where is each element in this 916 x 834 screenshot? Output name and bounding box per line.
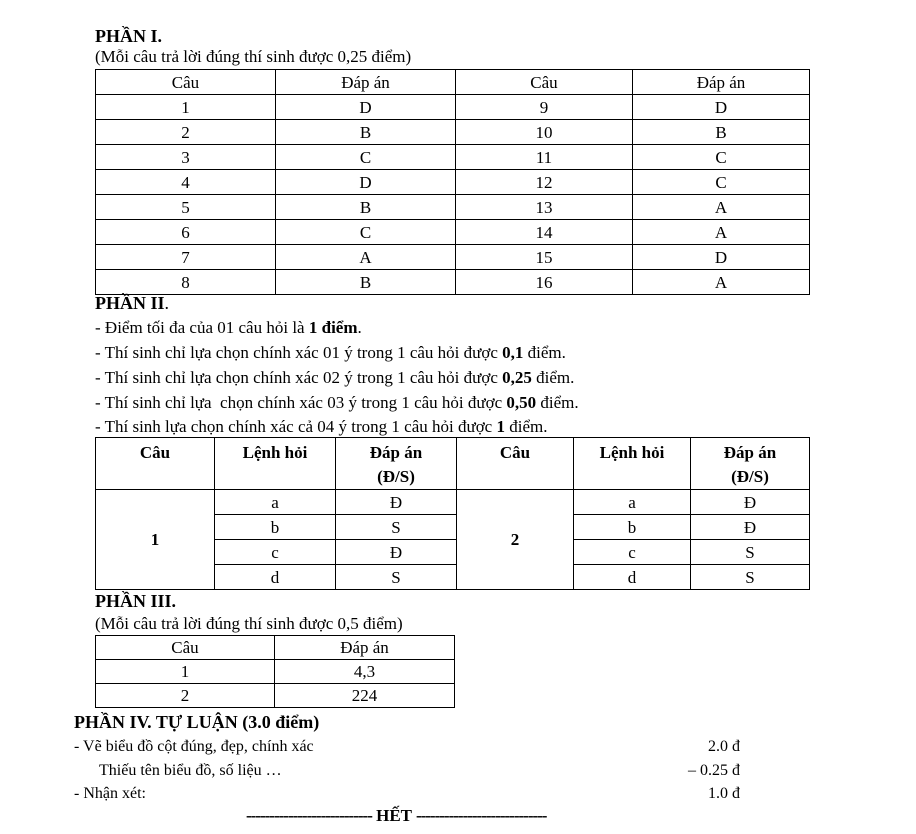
table-cell: 4 xyxy=(96,170,276,195)
table-cell: S xyxy=(336,565,457,590)
table-cell: 8 xyxy=(96,270,276,295)
table-row xyxy=(96,684,455,708)
table-cell: A xyxy=(633,270,810,295)
table-cell: C xyxy=(276,220,456,245)
rule-text: điểm. xyxy=(504,417,548,436)
rule-text: - Thí sinh lựa chọn chính xác cả 04 ý trong 1 câu hỏi được xyxy=(95,417,497,436)
part1-title: PHẦN I. xyxy=(95,26,162,46)
table-cell: D xyxy=(276,170,456,195)
header-dap-an-line2: (Đ/S) xyxy=(377,467,415,486)
header-cau: Câu xyxy=(96,70,276,95)
table-cell: d xyxy=(215,565,336,590)
rule-text: - Thí sinh chỉ lựa chọn chính xác 03 ý trong 1 câu hỏi được xyxy=(95,393,507,412)
part3-answer-table xyxy=(95,635,455,708)
table-cell: 9 xyxy=(456,95,633,120)
table-header-row xyxy=(96,438,810,490)
part4-line-score: 1.0 đ xyxy=(708,785,740,802)
table-row xyxy=(96,245,810,270)
table-cell: B xyxy=(276,270,456,295)
table-row xyxy=(96,95,810,120)
table-cell: Đ xyxy=(336,490,457,515)
header-cau: Câu xyxy=(456,70,633,95)
rule-text: điểm. xyxy=(523,343,566,362)
question-number: 1 xyxy=(96,490,215,590)
table-cell: c xyxy=(215,540,336,565)
table-row xyxy=(96,120,810,145)
table-cell: 12 xyxy=(456,170,633,195)
table-header-row xyxy=(96,70,810,95)
header-dap-an-line1: Đáp án xyxy=(723,443,777,462)
part2-answer-table xyxy=(95,437,810,590)
table-cell: d xyxy=(574,565,691,590)
table-cell: b xyxy=(215,515,336,540)
table-row xyxy=(96,270,810,295)
table-cell: D xyxy=(633,245,810,270)
rule-text: - Điểm tối đa của 01 câu hỏi là xyxy=(95,318,309,337)
rule-text: . xyxy=(357,318,362,337)
table-row xyxy=(96,170,810,195)
rule-points: 0,50 xyxy=(506,393,537,412)
table-cell: C xyxy=(633,145,810,170)
part2-title xyxy=(95,293,169,314)
table-cell: C xyxy=(276,145,456,170)
part2-rule xyxy=(95,343,566,363)
table-header-row xyxy=(96,636,455,660)
rule-text: - Thí sinh chỉ lựa chọn chính xác 01 ý trong 1 câu hỏi được xyxy=(95,343,503,362)
table-cell: 7 xyxy=(96,245,276,270)
part4-line-score: – 0.25 đ xyxy=(688,762,740,779)
table-row xyxy=(96,145,810,170)
part2-rule xyxy=(95,368,574,388)
header-dap-an xyxy=(336,438,457,490)
table-row xyxy=(96,195,810,220)
part4-line-text: - Nhận xét: xyxy=(74,785,146,802)
table-cell: D xyxy=(633,95,810,120)
part4-title-end: ) xyxy=(313,712,320,732)
table-cell: 13 xyxy=(456,195,633,220)
table-cell: A xyxy=(633,220,810,245)
header-dap-an: Đáp án xyxy=(276,70,456,95)
header-cau: Câu xyxy=(96,438,215,490)
part4-title xyxy=(74,712,319,733)
table-cell: B xyxy=(276,195,456,220)
part4-line-text: - Vẽ biểu đồ cột đúng, đẹp, chính xác xyxy=(74,738,314,755)
table-cell: 16 xyxy=(456,270,633,295)
table-row xyxy=(96,660,455,684)
part3-title: PHẦN III. xyxy=(95,591,177,611)
table-cell: 2 xyxy=(96,684,275,708)
table-cell: 3 xyxy=(96,145,276,170)
rule-text: điểm. xyxy=(536,393,579,412)
table-cell: S xyxy=(691,565,810,590)
rule-text: - Thí sinh chỉ lựa chọn chính xác 02 ý trong 1 câu hỏi được xyxy=(95,368,503,387)
table-cell: 1 xyxy=(96,660,275,684)
rule-points: 1 điểm xyxy=(308,318,358,337)
table-cell: 10 xyxy=(456,120,633,145)
table-cell: a xyxy=(574,490,691,515)
part3-note: (Mỗi câu trả lời đúng thí sinh được 0,5 điểm) xyxy=(95,614,403,633)
table-cell: B xyxy=(633,120,810,145)
part2-rule xyxy=(95,318,362,338)
question-number: 2 xyxy=(457,490,574,590)
table-cell: 2 xyxy=(96,120,276,145)
table-cell: Đ xyxy=(691,515,810,540)
table-cell: A xyxy=(633,195,810,220)
part2-title-text: PHẦN II xyxy=(95,293,165,313)
table-cell: D xyxy=(276,95,456,120)
header-lenh-hoi: Lệnh hỏi xyxy=(215,438,336,490)
table-row xyxy=(96,490,810,515)
part2-title-dot: . xyxy=(164,293,170,313)
part4-line-text: Thiếu tên biểu đồ, số liệu … xyxy=(99,762,282,779)
table-cell: A xyxy=(276,245,456,270)
header-dap-an xyxy=(691,438,810,490)
table-cell: 15 xyxy=(456,245,633,270)
table-cell: S xyxy=(336,515,457,540)
table-cell: c xyxy=(574,540,691,565)
part4-line-score: 2.0 đ xyxy=(708,738,740,755)
header-dap-an: Đáp án xyxy=(633,70,810,95)
part1-note: (Mỗi câu trả lời đúng thí sinh được 0,25 điểm) xyxy=(95,47,412,66)
table-cell: b xyxy=(574,515,691,540)
table-cell: 6 xyxy=(96,220,276,245)
table-cell: a xyxy=(215,490,336,515)
end-dashes-right: ---------------------------- xyxy=(415,806,547,825)
end-marker xyxy=(246,806,546,826)
table-cell: C xyxy=(633,170,810,195)
rule-points: 0,25 xyxy=(502,368,532,387)
header-dap-an: Đáp án xyxy=(275,636,455,660)
table-cell: S xyxy=(691,540,810,565)
table-cell: 4,3 xyxy=(275,660,455,684)
header-cau: Câu xyxy=(457,438,574,490)
part2-rule xyxy=(95,393,579,413)
part2-rule xyxy=(95,417,547,437)
header-dap-an-line2: (Đ/S) xyxy=(731,467,769,486)
end-word: HẾT xyxy=(376,806,412,825)
table-cell: Đ xyxy=(336,540,457,565)
end-dashes-left: --------------------------- xyxy=(246,806,372,825)
table-cell: 11 xyxy=(456,145,633,170)
header-dap-an-line1: Đáp án xyxy=(369,443,423,462)
rule-text: điểm. xyxy=(531,368,575,387)
header-lenh-hoi: Lệnh hỏi xyxy=(574,438,691,490)
table-cell: 1 xyxy=(96,95,276,120)
table-row xyxy=(96,220,810,245)
part4-title-points: 3.0 điểm xyxy=(248,712,314,732)
table-cell: 5 xyxy=(96,195,276,220)
table-cell: 14 xyxy=(456,220,633,245)
part4-title-main: PHẦN IV. TỰ LUẬN ( xyxy=(74,712,249,732)
table-cell: Đ xyxy=(691,490,810,515)
header-cau: Câu xyxy=(96,636,275,660)
part1-answer-table xyxy=(95,69,810,295)
table-cell: 224 xyxy=(275,684,455,708)
rule-points: 1 xyxy=(496,417,505,436)
rule-points: 0,1 xyxy=(502,343,524,362)
table-cell: B xyxy=(276,120,456,145)
